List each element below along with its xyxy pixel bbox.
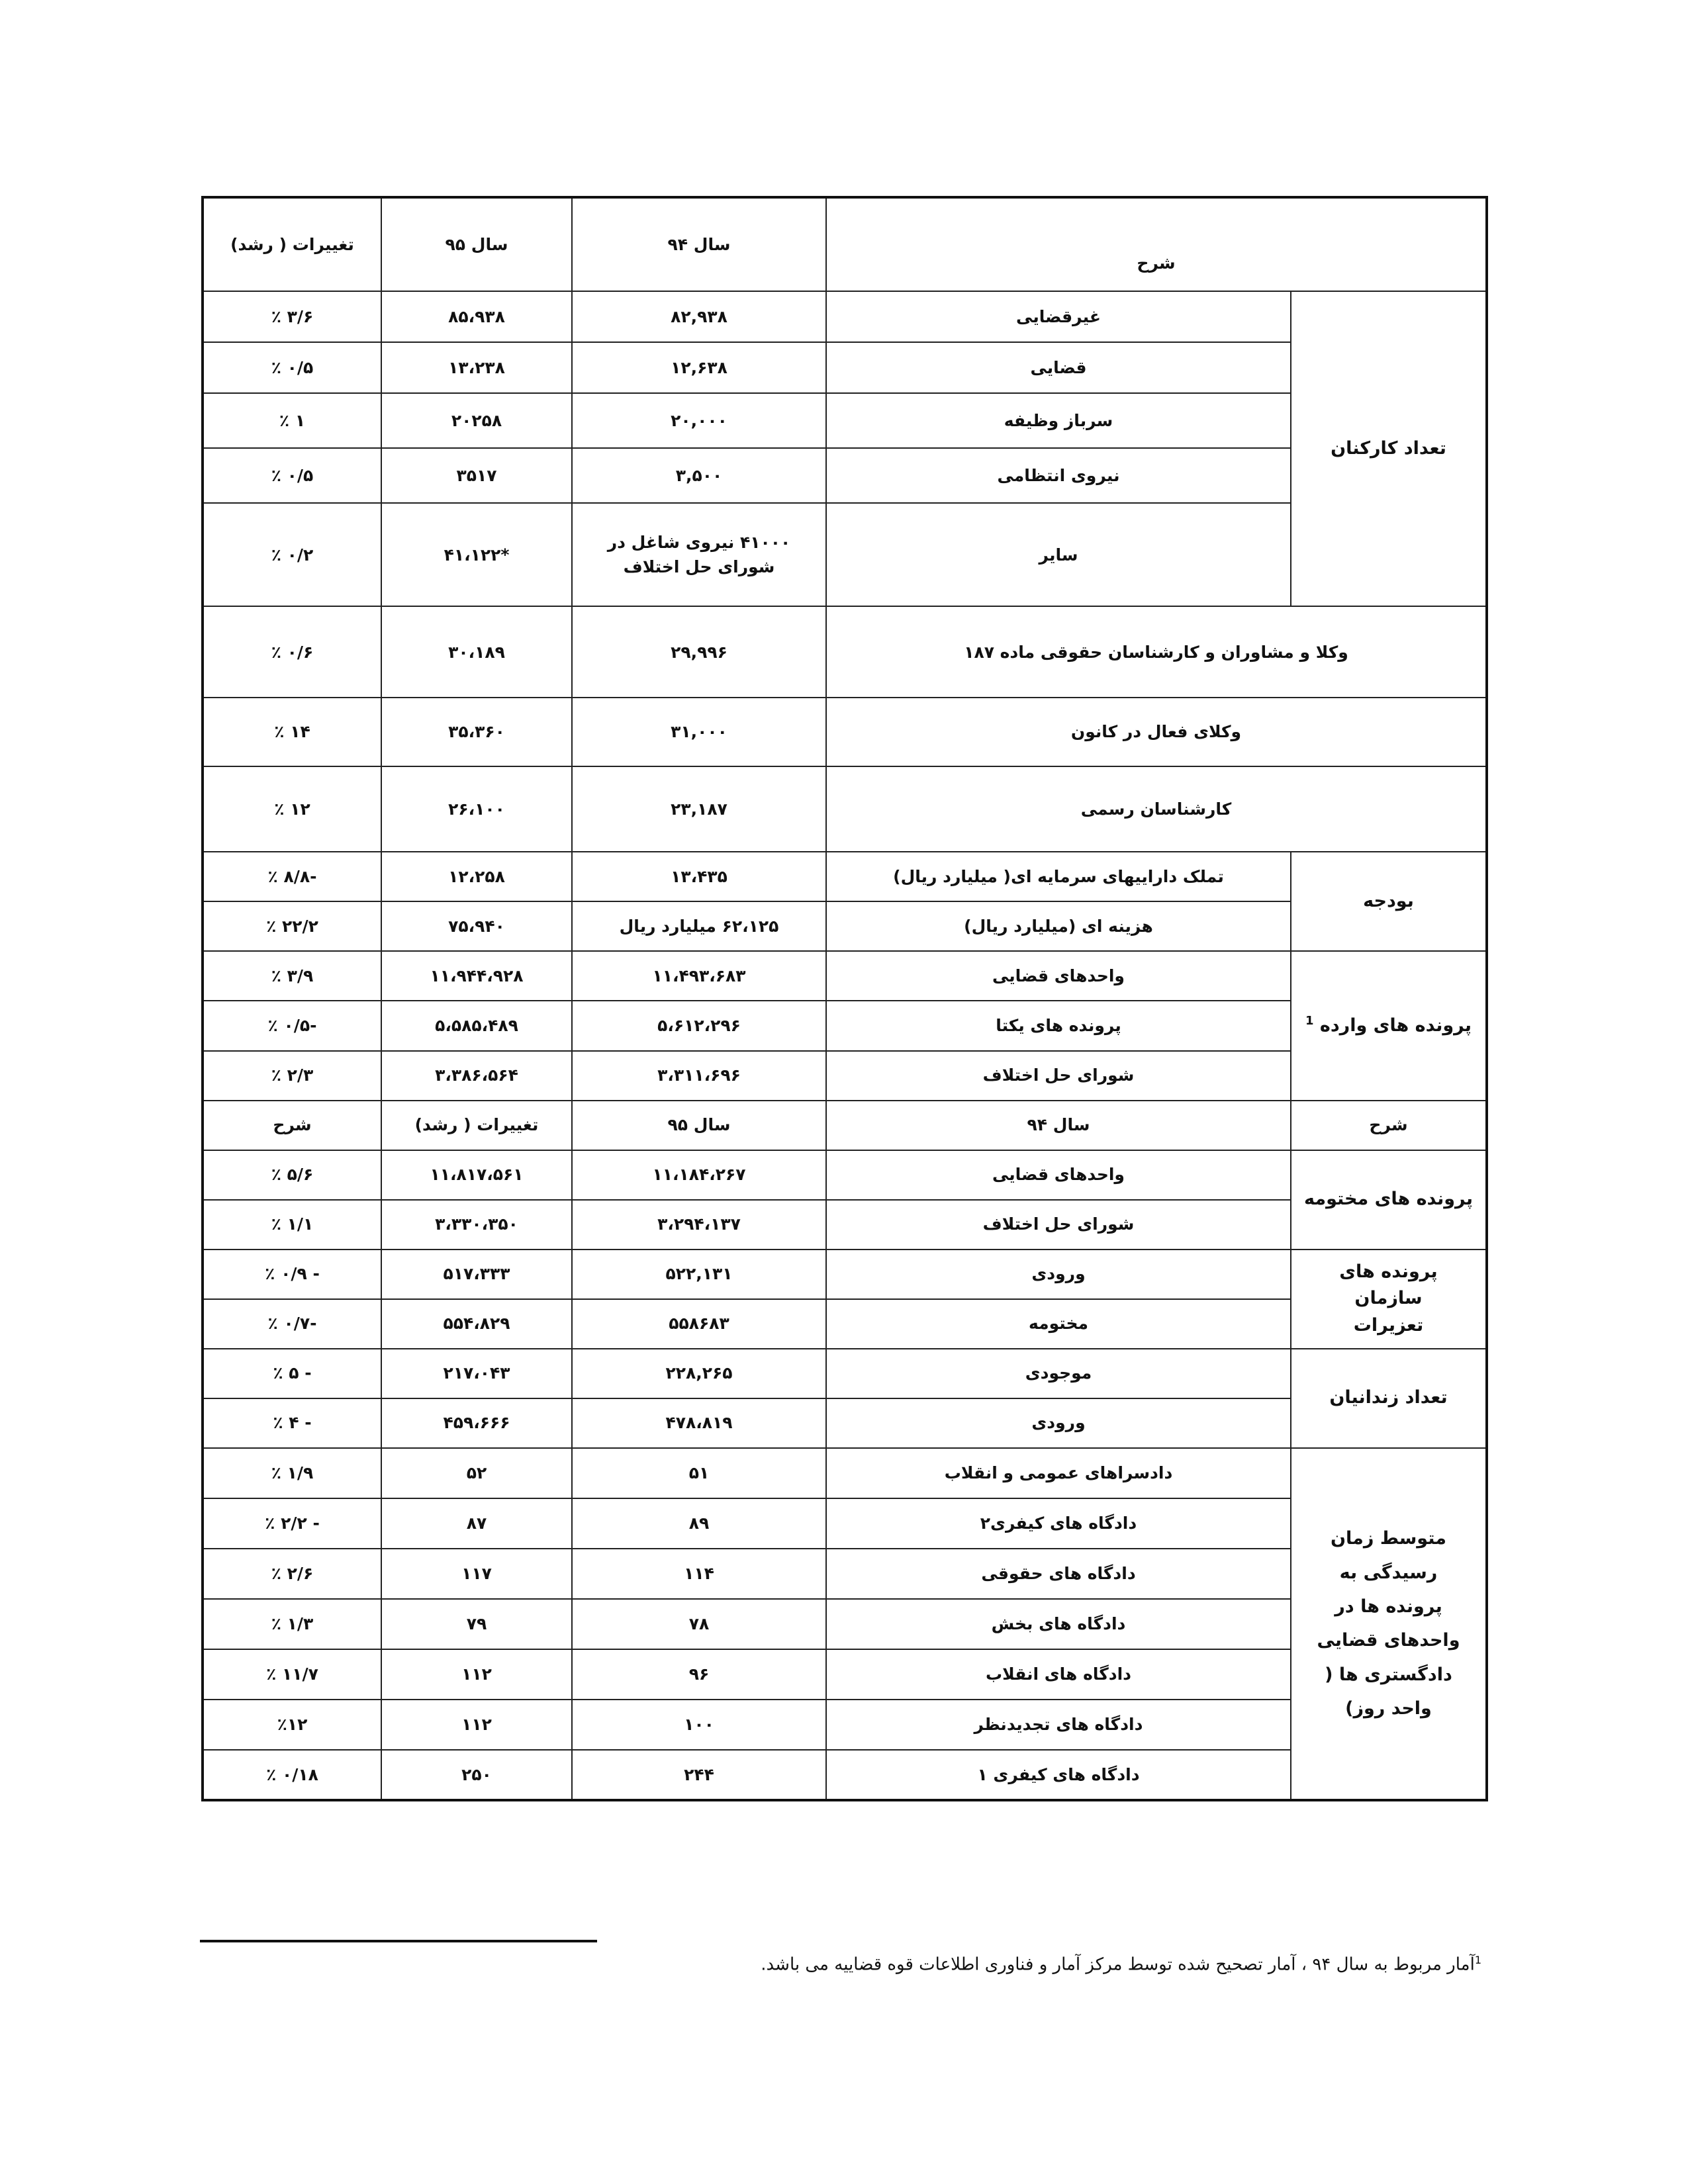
year94-cell: ۹۶ xyxy=(572,1649,826,1700)
year94-cell: ۱۰۰ xyxy=(572,1700,826,1750)
year94-cell: ۲۴۴ xyxy=(572,1750,826,1800)
year95-cell: ۱۱،۸۱۷،۵۶۱ xyxy=(381,1150,572,1200)
year94-cell: ۱۱،۱۸۴،۲۶۷ xyxy=(572,1150,826,1200)
year95-cell: ۵۵۴،۸۲۹ xyxy=(381,1299,572,1349)
year95-cell: ۵،۵۸۵،۴۸۹ xyxy=(381,1001,572,1050)
year95-cell: ۷۹ xyxy=(381,1599,572,1649)
group-incoming-label: پرونده های وارده xyxy=(1319,1015,1472,1036)
year94-cell: ۲۹,۹۹۶ xyxy=(572,606,826,698)
mid-header-description-right: شرح xyxy=(1291,1101,1487,1150)
group-penalties: پرونده های سازمان تعزیرات xyxy=(1291,1250,1487,1349)
description-cell: دادگاه های بخش xyxy=(826,1599,1291,1649)
year95-cell: ۸۵،۹۳۸ xyxy=(381,291,572,342)
year95-cell: ۱۱۷ xyxy=(381,1549,572,1599)
year95-cell: ۳۰،۱۸۹ xyxy=(381,606,572,698)
year95-cell: ۱۱۲ xyxy=(381,1649,572,1700)
group-budget: بودجه xyxy=(1291,852,1487,951)
year95-cell: ۲۱۷،۰۴۳ xyxy=(381,1349,572,1398)
year94-cell: ۸۲,۹۳۸ xyxy=(572,291,826,342)
mid-header-description: شرح xyxy=(203,1101,381,1150)
group-timing: متوسط زمان رسیدگی به پرونده ها در واحدهای قضایی دادگستری ها ( واحد روز) xyxy=(1291,1448,1487,1800)
year95-cell: ۷۵،۹۴۰ xyxy=(381,901,572,951)
footnote-separator xyxy=(200,1940,597,1942)
description-cell: قضایی xyxy=(826,342,1291,393)
year94-cell: ۷۸ xyxy=(572,1599,826,1649)
growth-cell: ٪ ۱/۱ xyxy=(203,1200,381,1250)
growth-cell: ٪ ۲/۶ xyxy=(203,1549,381,1599)
year94-cell: ۴۷۸،۸۱۹ xyxy=(572,1398,826,1448)
table-row xyxy=(203,606,1487,698)
year94-cell: ۱۱،۴۹۳،۶۸۳ xyxy=(572,951,826,1001)
description-cell: موجودی xyxy=(826,1349,1291,1398)
description-cell: دادگاه های کیفری ۱ xyxy=(826,1750,1291,1800)
year94-cell: ۳،۳۱۱،۶۹۶ xyxy=(572,1051,826,1101)
description-cell: سایر xyxy=(826,503,1291,606)
description-cell: غیرقضایی xyxy=(826,291,1291,342)
year94-cell: ۵۵۸۶۸۳ xyxy=(572,1299,826,1349)
header-description: شرح xyxy=(826,197,1487,291)
table-row xyxy=(203,1349,1487,1398)
footnote-marker: 1 xyxy=(1474,1954,1481,1966)
year94-cell: ۱۲,۶۳۸ xyxy=(572,342,826,393)
description-cell: واحدهای قضایی xyxy=(826,951,1291,1001)
year94-cell: ۱۳،۴۳۵ xyxy=(572,852,826,901)
year95-cell: ۲۰۲۵۸ xyxy=(381,393,572,448)
year94-cell: ۸۹ xyxy=(572,1498,826,1549)
year95-cell: ۳،۳۸۶،۵۶۴ xyxy=(381,1051,572,1101)
year94-cell: ۲۳,۱۸۷ xyxy=(572,766,826,852)
table-header-row xyxy=(203,197,1487,291)
description-cell: پرونده های یکتا xyxy=(826,1001,1291,1050)
table-row xyxy=(203,1250,1487,1299)
table-row xyxy=(203,1150,1487,1200)
growth-cell: ٪ ۱/۹ xyxy=(203,1448,381,1498)
growth-cell: ٪ ۵ - xyxy=(203,1349,381,1398)
footnote-reference: 1 xyxy=(1305,1014,1314,1028)
mid-header-growth: تغییرات ( رشد) xyxy=(381,1101,572,1150)
group-incoming xyxy=(1291,951,1487,1100)
year95-cell: ۴۵۹،۶۶۶ xyxy=(381,1398,572,1448)
group-staff: تعداد کارکنان xyxy=(1291,291,1487,606)
table-row xyxy=(203,766,1487,852)
year95-cell: ۲۵۰ xyxy=(381,1750,572,1800)
description-cell: واحدهای قضایی xyxy=(826,1150,1291,1200)
growth-cell: ٪ ۰/۵ xyxy=(203,342,381,393)
table-row xyxy=(203,951,1487,1001)
growth-cell: ٪ ۱۱/۷ xyxy=(203,1649,381,1700)
growth-cell: ٪ ۵/۶ xyxy=(203,1150,381,1200)
mid-header-year94: سال ۹۴ xyxy=(826,1101,1291,1150)
year95-cell: ۵۲ xyxy=(381,1448,572,1498)
description-cell: کارشناسان رسمی xyxy=(826,766,1487,852)
year95-cell: ۴۱،۱۲۲* xyxy=(381,503,572,606)
mid-header-year95: سال ۹۵ xyxy=(572,1101,826,1150)
year94-cell: ۱۱۴ xyxy=(572,1549,826,1599)
group-prisoners: تعداد زندانیان xyxy=(1291,1349,1487,1448)
year95-cell: ۱۲،۲۵۸ xyxy=(381,852,572,901)
statistics-table xyxy=(201,196,1488,1801)
growth-cell: ٪ ۳/۹ xyxy=(203,951,381,1001)
year94-cell: ۳,۵۰۰ xyxy=(572,448,826,503)
year95-cell: ۵۱۷،۳۳۳ xyxy=(381,1250,572,1299)
description-cell: دادسراهای عمومی و انقلاب xyxy=(826,1448,1291,1498)
description-cell: دادگاه های انقلاب xyxy=(826,1649,1291,1700)
description-cell: شورای حل اختلاف xyxy=(826,1200,1291,1250)
growth-cell: ٪۱۲ xyxy=(203,1700,381,1750)
footnote xyxy=(761,1954,1481,1975)
year94-cell: ۵۱ xyxy=(572,1448,826,1498)
mid-header-row xyxy=(203,1101,1487,1150)
year95-cell: ۸۷ xyxy=(381,1498,572,1549)
year95-cell: ۱۱،۹۴۴،۹۲۸ xyxy=(381,951,572,1001)
description-cell: سرباز وظیفه xyxy=(826,393,1291,448)
description-cell: شورای حل اختلاف xyxy=(826,1051,1291,1101)
growth-cell: ٪ ۱ xyxy=(203,393,381,448)
year94-cell: ۳،۲۹۴،۱۳۷ xyxy=(572,1200,826,1250)
description-cell: ورودی xyxy=(826,1250,1291,1299)
growth-cell: ٪ ۳/۶ xyxy=(203,291,381,342)
description-cell: وکلای فعال در کانون xyxy=(826,698,1487,766)
growth-cell: ٪ ۰/۲ xyxy=(203,503,381,606)
description-cell: نیروی انتظامی xyxy=(826,448,1291,503)
header-growth: تغییرات ( رشد) xyxy=(203,197,381,291)
header-year94: سال ۹۴ xyxy=(572,197,826,291)
table-row xyxy=(203,698,1487,766)
table-row xyxy=(203,852,1487,901)
year94-cell: ۶۲،۱۲۵ میلیارد ریال xyxy=(572,901,826,951)
growth-cell: ٪ ۸/۸- xyxy=(203,852,381,901)
table-row xyxy=(203,291,1487,342)
growth-cell: ٪ ۰/۱۸ xyxy=(203,1750,381,1800)
description-cell: دادگاه های حقوقی xyxy=(826,1549,1291,1599)
growth-cell: ٪ ۲/۲ - xyxy=(203,1498,381,1549)
growth-cell: ٪ ۱/۳ xyxy=(203,1599,381,1649)
growth-cell: ٪ ۴ - xyxy=(203,1398,381,1448)
growth-cell: ٪ ۰/۶ xyxy=(203,606,381,698)
growth-cell: ٪ ۰/۵- xyxy=(203,1001,381,1050)
header-year95: سال ۹۵ xyxy=(381,197,572,291)
group-closed: پرونده های مختومه xyxy=(1291,1150,1487,1250)
growth-cell: ٪ ۲۲/۲ xyxy=(203,901,381,951)
year95-cell: ۳۵۱۷ xyxy=(381,448,572,503)
year94-cell: ۲۰,۰۰۰ xyxy=(572,393,826,448)
year94-cell: ۳۱,۰۰۰ xyxy=(572,698,826,766)
year94-cell: ۵۲۲,۱۳۱ xyxy=(572,1250,826,1299)
growth-cell: ٪ ۲/۳ xyxy=(203,1051,381,1101)
description-cell: تملک داراییهای سرمایه ای( میلیارد ریال) xyxy=(826,852,1291,901)
year95-cell: ۱۳،۲۳۸ xyxy=(381,342,572,393)
growth-cell: ٪ ۱۴ xyxy=(203,698,381,766)
year95-cell: ۱۱۲ xyxy=(381,1700,572,1750)
description-cell: دادگاه های تجدیدنظر xyxy=(826,1700,1291,1750)
footnote-text: آمار مربوط به سال ۹۴ ، آمار تصحیح شده توسط مرکز آمار و فناوری اطلاعات قوه قضاییه می باشد. xyxy=(761,1954,1475,1975)
year95-cell: ۳،۳۳۰،۳۵۰ xyxy=(381,1200,572,1250)
description-cell: وکلا و مشاوران و کارشناسان حقوقی ماده ۱۸۷ xyxy=(826,606,1487,698)
year94-cell: ۴۱۰۰۰ نیروی شاغل در شورای حل اختلاف xyxy=(572,503,826,606)
description-cell: هزینه ای (میلیارد ریال) xyxy=(826,901,1291,951)
description-cell: مختومه xyxy=(826,1299,1291,1349)
description-cell: دادگاه های کیفری۲ xyxy=(826,1498,1291,1549)
growth-cell: ٪ ۱۲ xyxy=(203,766,381,852)
year94-cell: ۵،۶۱۲،۲۹۶ xyxy=(572,1001,826,1050)
year95-cell: ۳۵،۳۶۰ xyxy=(381,698,572,766)
growth-cell: ٪ ۰/۷- xyxy=(203,1299,381,1349)
table-row xyxy=(203,1448,1487,1498)
growth-cell: ٪ ۰/۹ - xyxy=(203,1250,381,1299)
year95-cell: ۲۶،۱۰۰ xyxy=(381,766,572,852)
description-cell: ورودی xyxy=(826,1398,1291,1448)
growth-cell: ٪ ۰/۵ xyxy=(203,448,381,503)
year94-cell: ۲۲۸,۲۶۵ xyxy=(572,1349,826,1398)
